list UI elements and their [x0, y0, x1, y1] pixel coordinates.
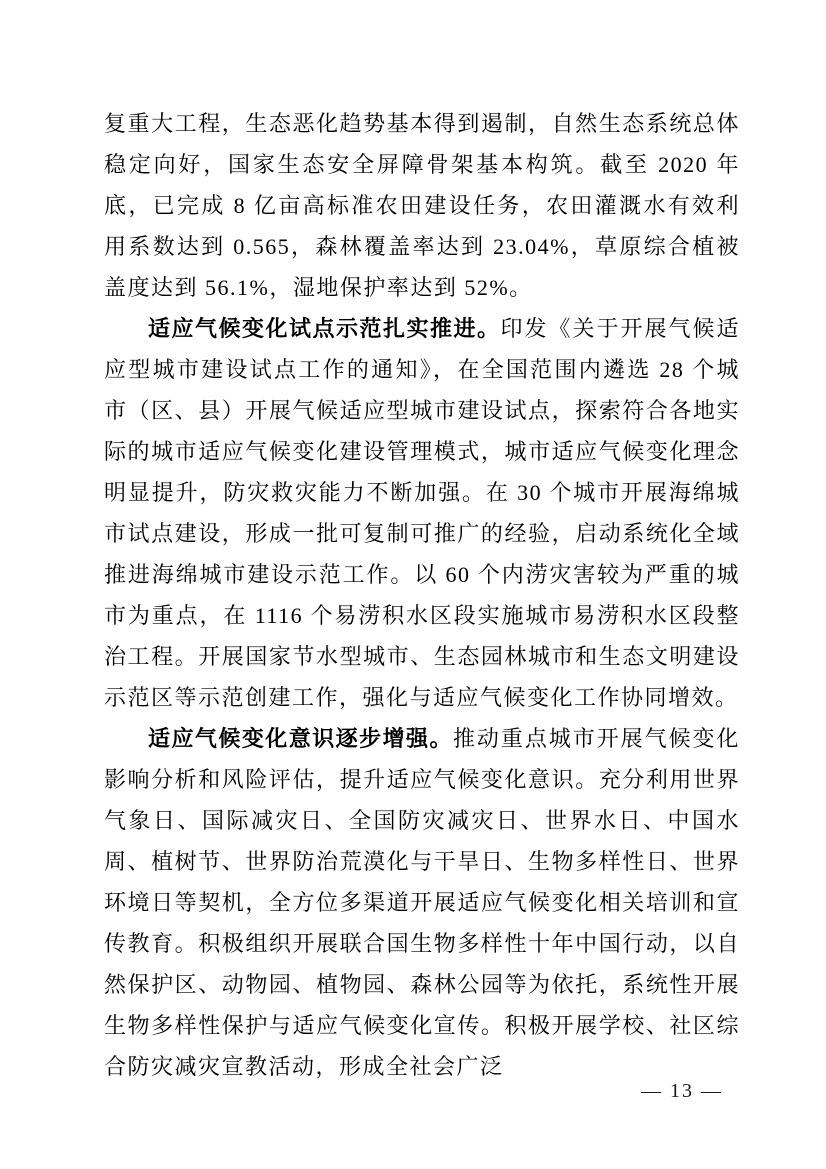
paragraph	[104, 308, 740, 718]
page-footer	[641, 1078, 723, 1104]
paragraph	[104, 718, 740, 1087]
page-number: — 13 —	[641, 1080, 723, 1102]
paragraph-lead: 适应气候变化意识逐步增强。	[148, 726, 453, 751]
paragraph-body: 复重大工程，生态恶化趋势基本得到遏制，自然生态系统总体稳定向好，国家生态安全屏障骨架基本构筑。截至 2020 年底，已完成 8 亿亩高标准农田建设任务，农田灌溉水有效利用系数达到 0.565，森林覆盖率达到 23.04%，草原综合植被盖度达到 56.1%，湿地保护率达到 52%。	[104, 111, 740, 300]
paragraph	[104, 103, 740, 308]
paragraph-body: 推动重点城市开展气候变化影响分析和风险评估，提升适应气候变化意识。充分利用世界气象日、国际减灾日、全国防灾减灾日、世界水日、中国水周、植树节、世界防治荒漠化与干旱日、生物多样性日、世界环境日等契机，全方位多渠道开展适应气候变化相关培训和宣传教育。积极组织开展联合国生物多样性十年中国行动，以自然保护区、动物园、植物园、森林公园等为依托，系统性开展生物多样性保护与适应气候变化宣传。积极开展学校、社区综合防灾减灾宣教活动，形成全社会广泛	[104, 726, 740, 1079]
paragraph-lead: 适应气候变化试点示范扎实推进。	[148, 316, 501, 341]
paragraph-body: 印发《关于开展气候适应型城市建设试点工作的通知》，在全国范围内遴选 28 个城市（区、县）开展气候适应型城市建设试点，探索符合各地实际的城市适应气候变化建设管理模式，城市适应气候变化理念明显提升，防灾救灾能力不断加强。在 30 个城市开展海绵城市试点建设，形成一批可复制可推广的经验，启动系统化全域推进海绵城市建设示范工作。以 60 个内涝灾害较为严重的城市为重点，在 1116 个易涝积水区段实施城市易涝积水区段整治工程。开展国家节水型城市、生态园林城市和生态文明建设示范区等示范创建工作，强化与适应气候变化工作协同增效。	[104, 316, 740, 710]
page-content	[104, 103, 740, 1087]
